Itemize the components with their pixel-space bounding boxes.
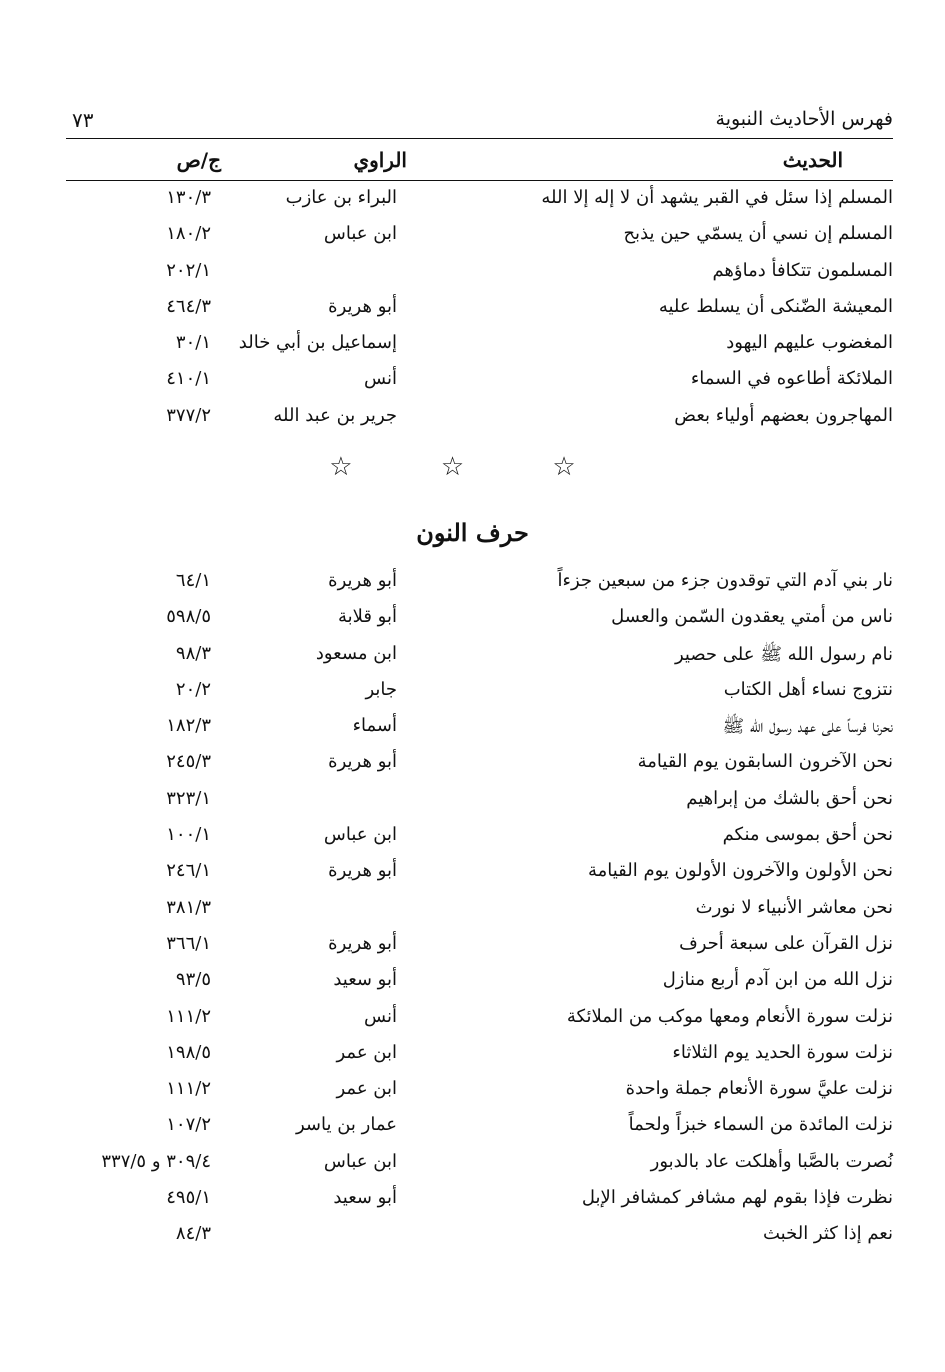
narrator: أبو هريرة [328,860,397,882]
narrator: أبو سعيد [333,969,397,991]
index-row [66,1180,893,1216]
narrator: ابن عباس [323,824,397,846]
column-header-ref: ج/ص [176,148,221,172]
hadith-text: نزلت المائدة من السماء خبزاً ولحماً [628,1114,893,1136]
index-row [66,599,893,635]
volume-page-ref: ٩٣/٥ [175,969,211,991]
narrator: أبو هريرة [328,751,397,773]
volume-page-ref: ٢٤٦/١ [166,860,211,882]
narrator: عمار بن ياسر [296,1114,397,1136]
narrator: أبو هريرة [328,570,397,591]
hadith-text: نحن معاشر الأنبياء لا نورث [695,896,893,918]
volume-page-ref: ١٨٠/٢ [166,223,211,245]
index-row [66,1071,893,1107]
volume-page-ref: ١٩٨/٥ [166,1041,211,1063]
volume-page-ref: ٨٤/٣ [175,1223,211,1245]
volume-page-ref: ١١١/٢ [166,1078,211,1100]
narrator: البراء بن عازب [285,187,397,208]
index-row [66,744,893,780]
narrator: إسماعيل بن أبي خالد [238,332,397,354]
narrator: أبو قلابة [337,606,397,628]
index-row [66,361,893,397]
hadith-text: نزل الله من ابن آدم أربع منازل [662,969,893,991]
volume-page-ref: ٤٦٤/٣ [166,295,211,317]
narrator: أبو سعيد [333,1187,397,1209]
narrator: ابن مسعود [315,642,397,664]
hadith-text: المهاجرون بعضهم أولياء بعض [674,404,893,426]
hadith-text: نزل القرآن على سبعة أحرف [679,932,893,954]
volume-page-ref: ٣٨١/٣ [166,896,211,918]
section-title: حرف النون [416,518,529,547]
running-title: فهرس الأحاديث النبوية [715,108,893,130]
volume-page-ref: ٢٠٢/١ [166,259,211,281]
volume-page-ref: ٣٧٧/٢ [166,404,211,426]
index-row [66,1144,893,1180]
index-row [66,1035,893,1071]
column-header-hadith: الحديث [782,148,843,172]
hadith-text: المسلم إن نسي أن يسمّي حين يذبح [623,223,893,245]
hadith-text: نتزوج نساء أهل الكتاب [723,678,893,700]
running-head [66,104,893,139]
index-row [66,926,893,962]
volume-page-ref: ١٠٧/٢ [166,1114,211,1136]
index-row [66,289,893,325]
column-headers [66,142,893,181]
volume-page-ref: ٦٤/١ [175,570,211,591]
narrator: أبو هريرة [328,932,397,954]
hadith-text: نظرت فإذا بقوم لهم مشافر كمشافر الإبل [581,1187,893,1209]
index-row [66,563,893,599]
index-row [66,999,893,1035]
star-separator: ☆ ☆ ☆ [329,452,616,482]
volume-page-ref: ٤٩٥/١ [166,1187,211,1209]
hadith-text: المسلمون تتكافأ دماؤهم [712,259,893,281]
volume-page-ref: ٥٩٨/٥ [166,606,211,628]
page-number: ٧٣ [72,108,94,132]
hadith-text: نحن الأولون والآخرون الأولون يوم القيامة [587,860,893,882]
index-row [66,398,893,434]
volume-page-ref: ٩٨/٣ [175,642,211,664]
index-row [66,781,893,817]
narrator: ابن عباس [323,223,397,245]
index-row [66,962,893,998]
volume-page-ref: ٣٠٩/٤ و ٣٣٧/٥ [101,1150,211,1172]
column-header-narrator: الراوي [353,148,407,172]
narrator: ابن عباس [323,1150,397,1172]
volume-page-ref: ٣٠/١ [175,332,211,354]
index-row [66,817,893,853]
index-row [66,180,893,216]
hadith-text: المسلم إذا سئل في القبر يشهد أن لا إله إلا الله [541,187,893,208]
index-row [66,708,893,744]
volume-page-ref: ١٨٢/٣ [166,715,211,737]
hadith-text: المغضوب عليهم اليهود [726,332,893,354]
hadith-text: نزلت عليَّ سورة الأنعام جملة واحدة [625,1078,893,1100]
volume-page-ref: ١٣٠/٣ [166,187,211,208]
index-row [66,672,893,708]
hadith-text: نحن أحق بالشك من إبراهيم [686,787,893,809]
volume-page-ref: ٣٢٣/١ [166,787,211,809]
hadith-text: نزلت سورة الحديد يوم الثلاثاء [672,1041,893,1063]
hadith-text: ناس من أمتي يعقدون السّمن والعسل [611,606,893,628]
index-row [66,325,893,361]
hadith-text: نُصرت بالصَّبا وأهلكت عاد بالدبور [650,1150,893,1172]
volume-page-ref: ٢٠/٢ [175,678,211,700]
index-rows-nun [66,563,893,1253]
volume-page-ref: ١٠٠/١ [166,824,211,846]
index-row [66,1216,893,1252]
hadith-text: نعم إذا كثر الخبث [763,1223,893,1245]
volume-page-ref: ٢٤٥/٣ [166,751,211,773]
hadith-text: نار بني آدم التي توقدون جزء من سبعين جزءاً [557,570,893,591]
index-row [66,890,893,926]
volume-page-ref: ٣٦٦/١ [166,932,211,954]
index-row [66,636,893,672]
index-row [66,216,893,252]
narrator: جرير بن عبد الله [273,404,397,426]
hadith-text: المعيشة الضّنكى أن يسلط عليه [658,295,893,317]
volume-page-ref: ١١١/٢ [166,1005,211,1027]
narrator: أنس [364,368,397,390]
narrator: أسماء [352,715,397,737]
index-rows-mim [66,180,893,434]
volume-page-ref: ٤١٠/١ [166,368,211,390]
index-row [66,253,893,289]
narrator: أنس [364,1005,397,1027]
hadith-text: نحن أحق بموسى منكم [722,824,893,846]
hadith-text: الملائكة أطاعوه في السماء [690,368,893,390]
index-row [66,853,893,889]
narrator: جابر [365,678,397,700]
narrator: أبو هريرة [328,295,397,317]
hadith-text: نحرنا فرساً على عهد رسول الله ﷺ [722,716,893,738]
narrator: ابن عمر [336,1041,397,1063]
hadith-text: نزلت سورة الأنعام ومعها موكب من الملائكة [566,1005,893,1027]
narrator: ابن عمر [336,1078,397,1100]
index-row [66,1107,893,1143]
hadith-text: نحن الآخرون السابقون يوم القيامة [637,751,893,773]
hadith-text: نام رسول الله ﷺ على حصير [674,643,893,665]
